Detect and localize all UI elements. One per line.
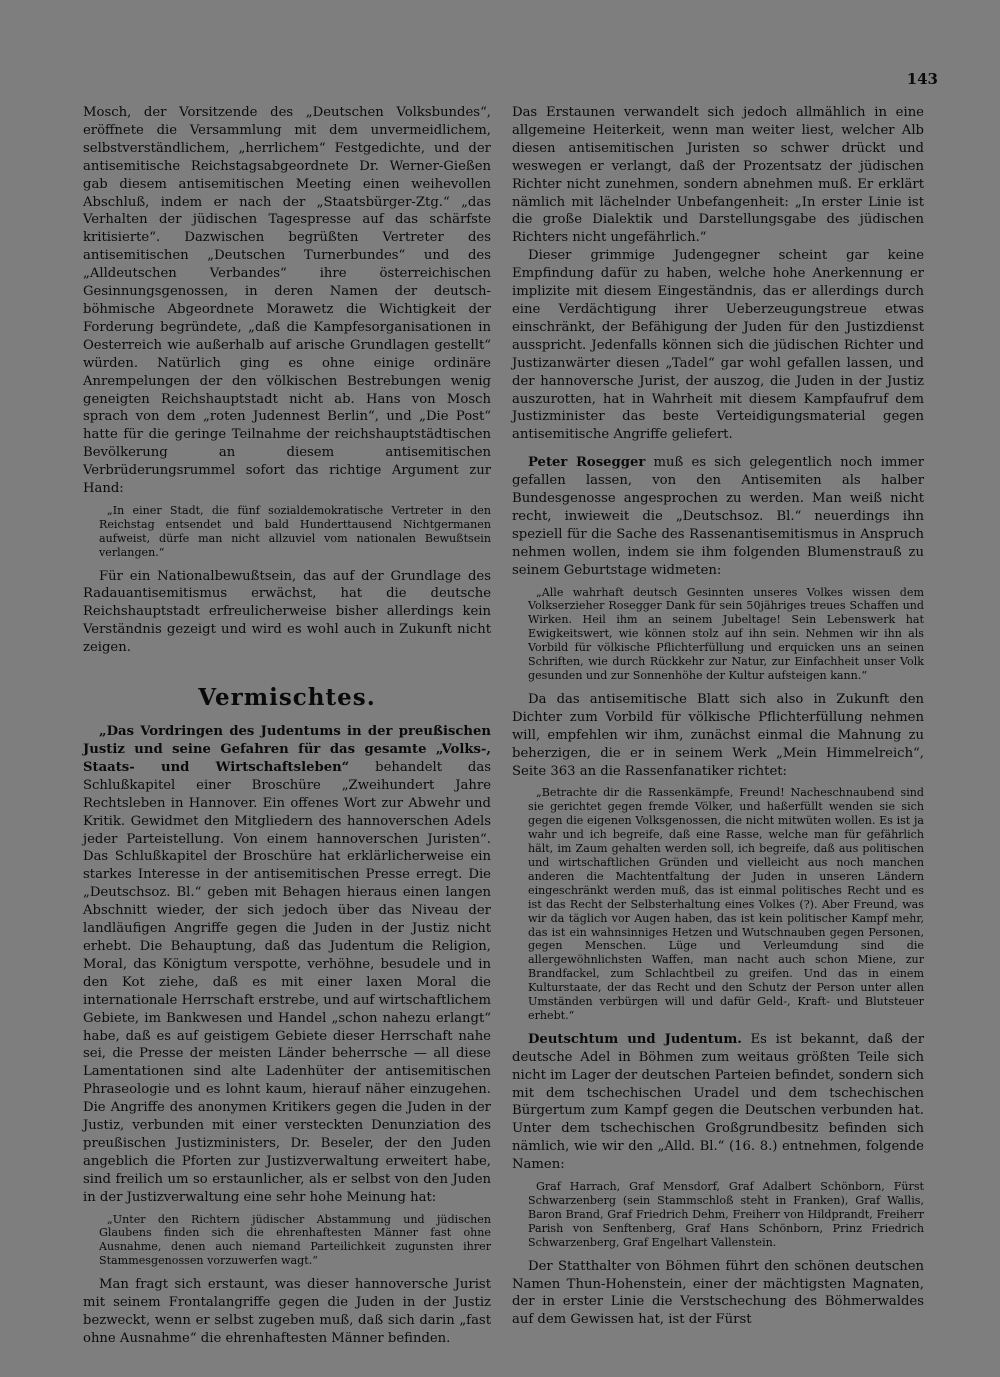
paragraph: Man fragt sich erstaunt, was dieser hannoversche Jurist mit seinem Frontalangriffe gegen die Juden in der Justiz bezweckt, wenn er selbst zugeben muß, daß sich darin „fast ohne Ausnahme“ die ehrenhaftesten Männer befinden. [83, 1277, 491, 1346]
paragraph: Der Statthalter von Böhmen führt den schönen deutschen Namen Thun-Hohenstein, einer der mächtigsten Magnaten, der in erster Linie die Verstschechung des Böhmerwaldes auf dem Gewissen hat, ist der Fürst [512, 1258, 924, 1328]
paragraph: Da das antisemitische Blatt sich also in Zukunft den Dichter zum Vorbild für völkische Pflichterfüllung nehmen will, empfehlen wir ihm, zunächst einmal die Mahnung zu beherzigen, die er in seinem Werk „Mein Himmelreich“, Seite 363 an die Rassenfanatiker richtet: [512, 691, 924, 779]
paragraph-text: Es ist bekannt, daß der deutsche Adel in Böhmen zum weitaus größten Teile sich nicht im Lager der deutschen Parteien befindet, sondern sich mit dem tschechischen Uradel und dem tschechischen Bürgertum zum Kampf gegen die Deutschen verbunden hat. Unter dem tschechischen Großgrundbesitz befinden sich nämlich, wie wir den „Alld. Bl.“ (16. 8.) entnehmen, folgende Namen: [512, 1031, 924, 1173]
paragraph: Dieser grimmige Judengegner scheint gar keine Empfindung dafür zu haben, welche hohe Anerkennung er implizite mit diesem Eingeständnis, das er allerdings durch eine Verdächtigung ihrer Ueberzeugungstreue etwas einschränkt, der Befähigung der Juden für den Justizdienst ausspricht. Jedenfalls können sich die jüdischen Richter und Justizanwärter diesen „Tadel“ gar wohl gefallen lassen, und der hannoversche Jurist, der auszog, die Juden in der Justiz auszurotten, hat in Wahrheit mit diesem Kampfaufruf dem Justizminister das beste Verteidigungsmaterial gegen antisemitische Angriffe geliefert. [512, 248, 924, 443]
paragraph: Mosch, der Vorsitzende des „Deutschen Volksbundes“, eröffnete die Versammlung mit dem unvermeidlichem, selbstverständlichem, „herrlichem“ Festgedichte, und der antisemitische Reichstagsabgeordnete Dr. Werner-Gießen gab diesem antisemitischen Meeting einen weihevollen Abschluß, indem er nach der „Staatsbürger-Ztg.“ „das Verhalten der jüdischen Tagespresse auf das schärfste kritisierte“. Dazwischen begrüßten Vertreter des antisemitischen „Deutschen Turnerbundes“ und des „Alldeutschen Verbandes“ ihre österreichischen Gesinnungsgenossen, in deren Namen der deutsch-böhmische Abgeordnete Morawetz die Wichtigkeit der Forderung begründete, „daß die Kampfesorganisationen in Oesterreich wie außerhalb auf arische Grundlagen gestellt“ würden. Natürlich ging es ohne einige ordinäre Anrempelungen der den völkischen Bestrebungen wenig geneigten Reichshauptstadt nicht ab. Hans von Mosch sprach von dem „roten Judennest Berlin“, und „Die Post“ hatte für die geringe Teilnahme der reichshauptstädtischen Bevölkerung an diesem antisemitischen Verbrüderungsrummel sofort das richtige Argument zur Hand: [83, 105, 491, 497]
paragraph-lead: Deutschtum und Judentum. [528, 1031, 742, 1047]
paragraph [83, 723, 491, 1206]
paragraph-lead: Peter Rosegger [528, 455, 646, 471]
left-column [83, 104, 491, 1348]
block-quote: „In einer Stadt, die fünf sozialdemokratische Vertreter in den Reichstag entsendet und bald Hunderttausend Nichtgermanen aufweist, dürfe man nicht allzuviel vom nationalen Bewußtsein verlangen.“ [99, 503, 491, 559]
block-quote: Graf Harrach, Graf Mensdorf, Graf Adalbert Schönborn, Fürst Schwarzenberg (sein Stammschloß steht in Franken), Graf Wallis, Baron Brand, Graf Friedrich Dehm, Freiherr von Hildprandt, Freiherr Parish von Senftenberg, Graf Hans Schönborn, Prinz Friedrich Schwarzenberg, Graf Engelhart Vallenstein. [528, 1180, 924, 1249]
paragraph-lead: „Das Vordringen des Judentums in der preußischen Justiz und seine Gefahren für das gesamte „Volks-, Staats- und Wirtschaftsleben“ [83, 724, 491, 775]
section-heading: Vermischtes. [198, 684, 376, 712]
paragraph-text: behandelt das Schlußkapitel einer Broschüre „Zweihundert Jahre Rechtsleben in Hannover. Ein offenes Wort zur Abwehr und Kritik. Gewidmet den Mitgliedern des hannoverschen Adels jeder Parteistellung. Von einem hannoverschen Juristen“. Das Schlußkapitel der Broschüre hat erklärlicherweise ein starkes Interesse in der antisemitischen Presse erregt. Die „Deutschsoz. Bl.“ geben mit Behagen hieraus einen langen Abschnitt wieder, der sich jedoch über das Niveau der landläufigen Angriffe gegen die Juden in der Justiz nicht erhebt. Die Behauptung, daß das Judentum die Religion, Moral, das Königtum verspotte, verhöhne, besudele und in den Kot ziehe, daß es mit einer laxen Moral die internationale Herrschaft erstrebe, und auf wirtschaftlichem Gebiete, im Bankwesen und Handel „schon nahezu erlangt“ habe, daß es auf geistigem Gebiete dieser Herrschaft nahe sei, die Presse der meisten Länder beherrsche — all diese Lamentationen sind alte Ladenhüter der antisemitischen Phraseologie und es lohnt kaum, hierauf näher einzugehen. Die Angriffe des anonymen Kritikers gegen die Juden in der Justiz, verbunden mit einer versteckten Denunziation des preußischen Justizministers, Dr. Beseler, der den Juden angeblich die Pforten zur Justizverwaltung erweitert habe, sind freilich um so erstaunlicher, als er selbst von den Juden in der Justizverwaltung eine sehr hohe Meinung hat: [83, 759, 491, 1205]
paragraph [512, 1031, 924, 1174]
paragraph: Für ein Nationalbewußtsein, das auf der Grundlage des Radauantisemitismus erwächst, hat die deutsche Reichshauptstadt erfreulicherweise bisher allerdings kein Verständnis gezeigt und wird es wohl auch in Zukunft nicht zeigen. [83, 568, 491, 656]
paragraph: Das Erstaunen verwandelt sich jedoch allmählich in eine allgemeine Heiterkeit, wenn man weiter liest, welcher Alb diesen antisemitischen Juristen so schwer drückt und weswegen er verlangt, daß der Prozentsatz der jüdischen Richter nicht zunehmen, sondern abnehmen muß. Er erklärt nämlich mit lächelnder Unbefangenheit: „In erster Linie ist die große Dialektik und Darstellungsgabe des jüdischen Richters nicht ungefährlich.“ [512, 105, 924, 246]
right-column [512, 104, 924, 1329]
block-quote: „Unter den Richtern jüdischer Abstammung und jüdischen Glaubens finden sich die ehrenhaftesten Männer fast ohne Ausnahme, denen auch niemand Parteilichkeit zugunsten ihrer Stammesgenossen vorzuwerfen wagt.“ [99, 1212, 491, 1268]
block-quote: „Alle wahrhaft deutsch Gesinnten unseres Volkes wissen dem Volkserzieher Rosegger Dank für sein 50jähriges treues Schaffen und Wirken. Heil ihm an seinem Jubeltage! Sein Lebenswerk hat Ewigkeitswert, wie können stolz auf ihn sein. Nehmen wir ihn als Vorbild für völkische Pflichterfüllung und erquicken uns an seinen Schriften, wie durch Rückkehr zur Natur, zur Einfachheit unser Volk gesunden und zur Sonnenhöhe der Kultur aufsteigen kann.“ [528, 585, 924, 682]
page-number: 143 [906, 70, 938, 88]
paragraph [512, 454, 924, 579]
block-quote: „Betrachte dir die Rassenkämpfe, Freund! Nacheschnaubend sind sie gerichtet gegen fremde Völker, und haßerfüllt wenden sie sich gegen die eigenen Volksgenossen, die nicht mitwüten wollen. Es ist ja wahr und ich begreife, daß eine Rasse, welche man für gefährlich hält, im Zaum gehalten werden soll, ich begreife, daß aus politischen und wirtschaftlichen Gründen und vielleicht aus noch manchen anderen die Machtentfaltung der Juden in unseren Ländern eingeschränkt werden muß, das ist einmal politisches Recht und es ist das Recht der Selbsterhaltung eines Volkes (?). Aber Freund, was wir da täglich vor Augen haben, das ist kein politischer Kampf mehr, das ist ein wahnsinniges Hetzen und Wutschnauben gegen Personen, gegen Menschen. Lüge und Verleumdung sind die allergewöhnlichsten Waffen, man nacht auch schon Miene, zur Brandfackel, zum Schlachtbeil zu greifen. Und das in einem Kulturstaate, der das Recht und den Schutz der Person unter allen Umständen verbürgen will und dafür Geld-, Kraft- und Blutsteuer erhebt.“ [528, 786, 924, 1022]
paragraph-text: muß es sich gelegentlich noch immer gefallen lassen, von den Antisemiten als halber Bundesgenosse angesprochen zu werden. Man weiß nicht recht, inwieweit die „Deutschsoz. Bl.“ neuerdings ihn speziell für die Sache des Rassenantisemitismus in Anspruch nehmen wollen, indem sie ihm folgenden Blumenstrauß zu seinem Geburtstage widmeten: [512, 455, 924, 578]
